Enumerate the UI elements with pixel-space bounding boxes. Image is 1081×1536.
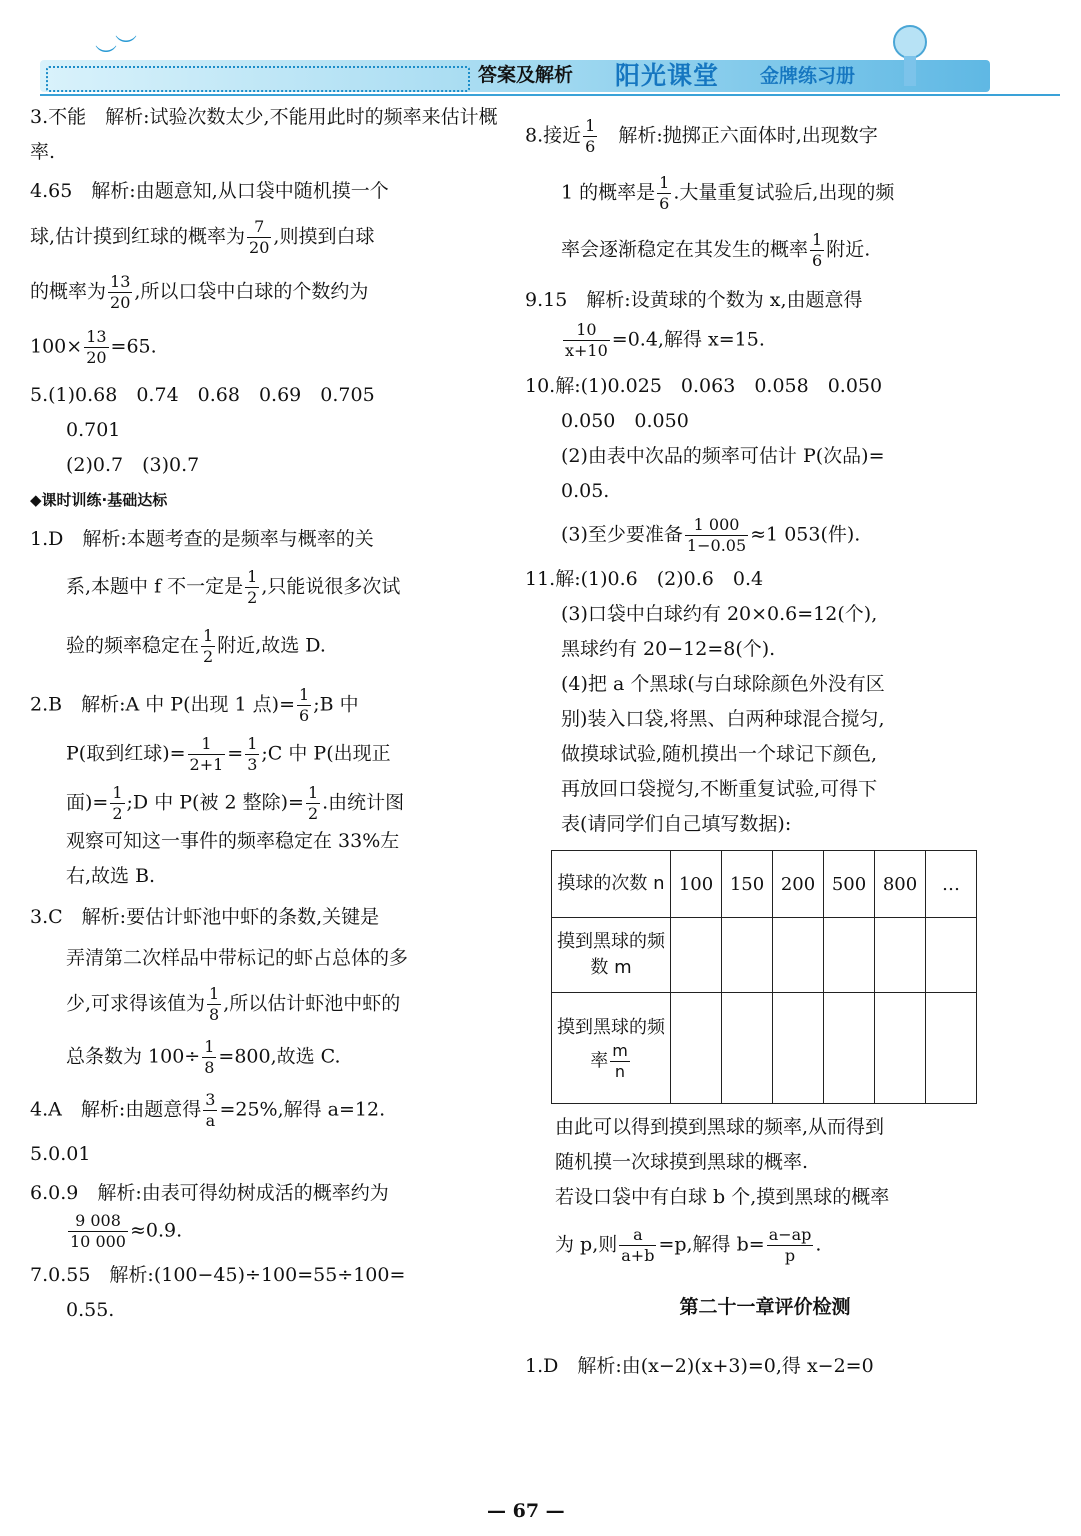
answer-11-line2: (3)口袋中白球约有 20×0.6=12(个), bbox=[561, 603, 878, 625]
answer-3: 3.不能 解析:试验次数太少,不能用此时的频率来估计概率. bbox=[30, 106, 498, 163]
answer-8-line2: 1 的概率是 $\frac{1}{6}$ .大量重复试验后,出现的频 bbox=[561, 173, 895, 213]
exercise-3-line4: 总条数为 100÷ $\frac{1}{8}$ =800,故选 C. bbox=[66, 1037, 341, 1077]
answer-11-line7: 再放回口袋搅匀,不断重复试验,可得下 bbox=[561, 778, 878, 800]
answer-8-line1: 8.接近 $\frac{1}{6}$ 解析:抛掷正六面体时,出现数字 bbox=[525, 116, 878, 156]
answer-11-conclusion-4: 为 p,则 $\frac{a}{a+b}$ =p,解得 b= $\frac{a-ap}{p}$ . bbox=[555, 1225, 822, 1265]
table-header-cell: 摸到黑球的频率 $\frac{m}{n}$ bbox=[552, 993, 671, 1104]
section-heading: ◆课时训练·基础达标 bbox=[30, 491, 168, 509]
answer-4-line1: 4.65 解析:由题意知,从口袋中随机摸一个 bbox=[30, 180, 389, 202]
answer-11-line4: (4)把 a 个黑球(与白球除颜色外没有区 bbox=[561, 673, 885, 695]
exercise-5: 5.0.01 bbox=[30, 1143, 91, 1165]
table-cell: 500 bbox=[824, 851, 875, 918]
chapter-heading: 第二十一章评价检测 bbox=[679, 1296, 851, 1318]
table-cell[interactable] bbox=[926, 918, 977, 993]
lamp-illustration-icon bbox=[880, 20, 940, 90]
bird-icon: ︶ bbox=[115, 35, 138, 60]
table-cell: 200 bbox=[773, 851, 824, 918]
table-cell[interactable] bbox=[926, 993, 977, 1104]
exercise-2-line5: 右,故选 B. bbox=[66, 865, 156, 887]
table-cell[interactable] bbox=[875, 918, 926, 993]
chapter-answer-1: 1.D 解析:由(x−2)(x+3)=0,得 x−2=0 bbox=[525, 1355, 874, 1377]
exercise-2-line3: 面)= $\frac{1}{2}$ ;D 中 P(被 2 整除)= $\frac{1}{2}$ .由统计图 bbox=[66, 783, 405, 823]
table-cell[interactable] bbox=[722, 993, 773, 1104]
answer-4-line2: 球,估计摸到红球的概率为 $\frac{7}{20}$ ,则摸到白球 bbox=[30, 217, 375, 257]
exercise-2-line2: P(取到红球)= $\frac{1}{2+1}$ = $\frac{1}{3}$ ;C 中 P(出现正 bbox=[66, 734, 391, 774]
exercise-6-line2: $\frac{9 008}{10 000}$ ≈0.9. bbox=[70, 1211, 183, 1251]
page-number: — 67 — bbox=[487, 1500, 565, 1522]
answer-10-line3: (2)由表中次品的频率可估计 P(次品)= bbox=[561, 445, 885, 467]
table-cell: 150 bbox=[722, 851, 773, 918]
answer-9-line1: 9.15 解析:设黄球的个数为 x,由题意得 bbox=[525, 289, 863, 311]
table-cell[interactable] bbox=[824, 993, 875, 1104]
answer-5-line1: 5.(1)0.68 0.74 0.68 0.69 0.705 bbox=[30, 384, 375, 406]
table-row bbox=[552, 993, 977, 1104]
page-header bbox=[0, 0, 1081, 110]
exercise-7-line1: 7.0.55 解析:(100−45)÷100=55÷100= bbox=[30, 1264, 406, 1286]
table-cell[interactable] bbox=[722, 918, 773, 993]
answer-8-line3: 率会逐渐稳定在其发生的概率 $\frac{1}{6}$ 附近. bbox=[561, 230, 871, 270]
answer-11-line8: 表(请同学们自己填写数据): bbox=[561, 813, 792, 835]
table-cell: … bbox=[926, 851, 977, 918]
answer-10-line2: 0.050 0.050 bbox=[561, 410, 689, 432]
answer-11-line3: 黑球约有 20−12=8(个). bbox=[561, 638, 776, 660]
header-subbrand: 金牌练习册 bbox=[760, 65, 856, 87]
table-cell[interactable] bbox=[671, 993, 722, 1104]
exercise-3-line1: 3.C 解析:要估计虾池中虾的条数,关键是 bbox=[30, 906, 380, 928]
answer-11-conclusion-1: 由此可以得到摸到黑球的频率,从而得到 bbox=[555, 1116, 885, 1138]
answer-10-line5: (3)至少要准备 $\frac{1 000}{1-0.05}$ ≈1 053(件). bbox=[561, 515, 861, 555]
table-header-cell: 摸球的次数 n bbox=[552, 851, 671, 918]
answer-11-line6: 做摸球试验,随机摸出一个球记下颜色, bbox=[561, 743, 878, 765]
answer-11-conclusion-2: 随机摸一次球摸到黑球的概率. bbox=[555, 1151, 809, 1173]
table-row bbox=[552, 851, 977, 918]
answer-11-line1: 11.解:(1)0.6 (2)0.6 0.4 bbox=[525, 568, 764, 590]
exercise-6-line1: 6.0.9 解析:由表可得幼树成活的概率约为 bbox=[30, 1182, 389, 1204]
exercise-4: 4.A 解析:由题意得 $\frac{3}{a}$ =25%,解得 a=12. bbox=[30, 1090, 386, 1130]
answer-11-line5: 别)装入口袋,将黑、白两种球混合搅匀, bbox=[561, 708, 885, 730]
right-column bbox=[525, 100, 1005, 1384]
table-cell[interactable] bbox=[773, 918, 824, 993]
table-cell[interactable] bbox=[773, 993, 824, 1104]
exercise-1-line1: 1.D 解析:本题考查的是频率与概率的关 bbox=[30, 528, 374, 550]
table-cell[interactable] bbox=[824, 918, 875, 993]
bird-icon: ︶ bbox=[95, 45, 118, 70]
header-brand: 阳光课堂 bbox=[615, 61, 720, 90]
answer-11-conclusion-3: 若设口袋中有白球 b 个,摸到黑球的概率 bbox=[555, 1186, 890, 1208]
table-cell[interactable] bbox=[875, 993, 926, 1104]
exercise-3-line2: 弄清第二次样品中带标记的虾占总体的多 bbox=[66, 947, 409, 969]
exercise-2-line4: 观察可知这一事件的频率稳定在 33%左 bbox=[66, 830, 400, 852]
answer-5-line3: (2)0.7 (3)0.7 bbox=[66, 454, 200, 476]
experiment-table bbox=[551, 850, 977, 1104]
exercise-2-line1: 2.B 解析:A 中 P(出现 1 点)= $\frac{1}{6}$ ;B 中 bbox=[30, 685, 359, 725]
answer-4-line4: 100× $\frac{13}{20}$ =65. bbox=[30, 327, 157, 367]
left-column bbox=[30, 100, 500, 1328]
answer-5-line2: 0.701 bbox=[66, 419, 121, 441]
answer-9-line2: $\frac{10}{x+10}$ =0.4,解得 x=15. bbox=[565, 320, 765, 360]
table-cell[interactable] bbox=[671, 918, 722, 993]
table-header-cell: 摸到黑球的频数 m bbox=[552, 918, 671, 993]
exercise-7-line2: 0.55. bbox=[66, 1299, 115, 1321]
table-row bbox=[552, 918, 977, 993]
answer-4-line3: 的概率为 $\frac{13}{20}$ ,所以口袋中白球的个数约为 bbox=[30, 272, 369, 312]
answer-10-line4: 0.05. bbox=[561, 480, 610, 502]
exercise-1-line3: 验的频率稳定在 $\frac{1}{2}$ 附近,故选 D. bbox=[66, 626, 326, 666]
answer-10-line1: 10.解:(1)0.025 0.063 0.058 0.050 bbox=[525, 375, 883, 397]
exercise-1-line2: 系,本题中 f 不一定是 $\frac{1}{2}$ ,只能说很多次试 bbox=[66, 567, 401, 607]
table-cell: 100 bbox=[671, 851, 722, 918]
exercise-3-line3: 少,可求得该值为 $\frac{1}{8}$ ,所以估计虾池中虾的 bbox=[66, 984, 401, 1024]
table-cell: 800 bbox=[875, 851, 926, 918]
header-title: 答案及解析 bbox=[478, 64, 574, 86]
header-rule bbox=[40, 94, 1060, 96]
